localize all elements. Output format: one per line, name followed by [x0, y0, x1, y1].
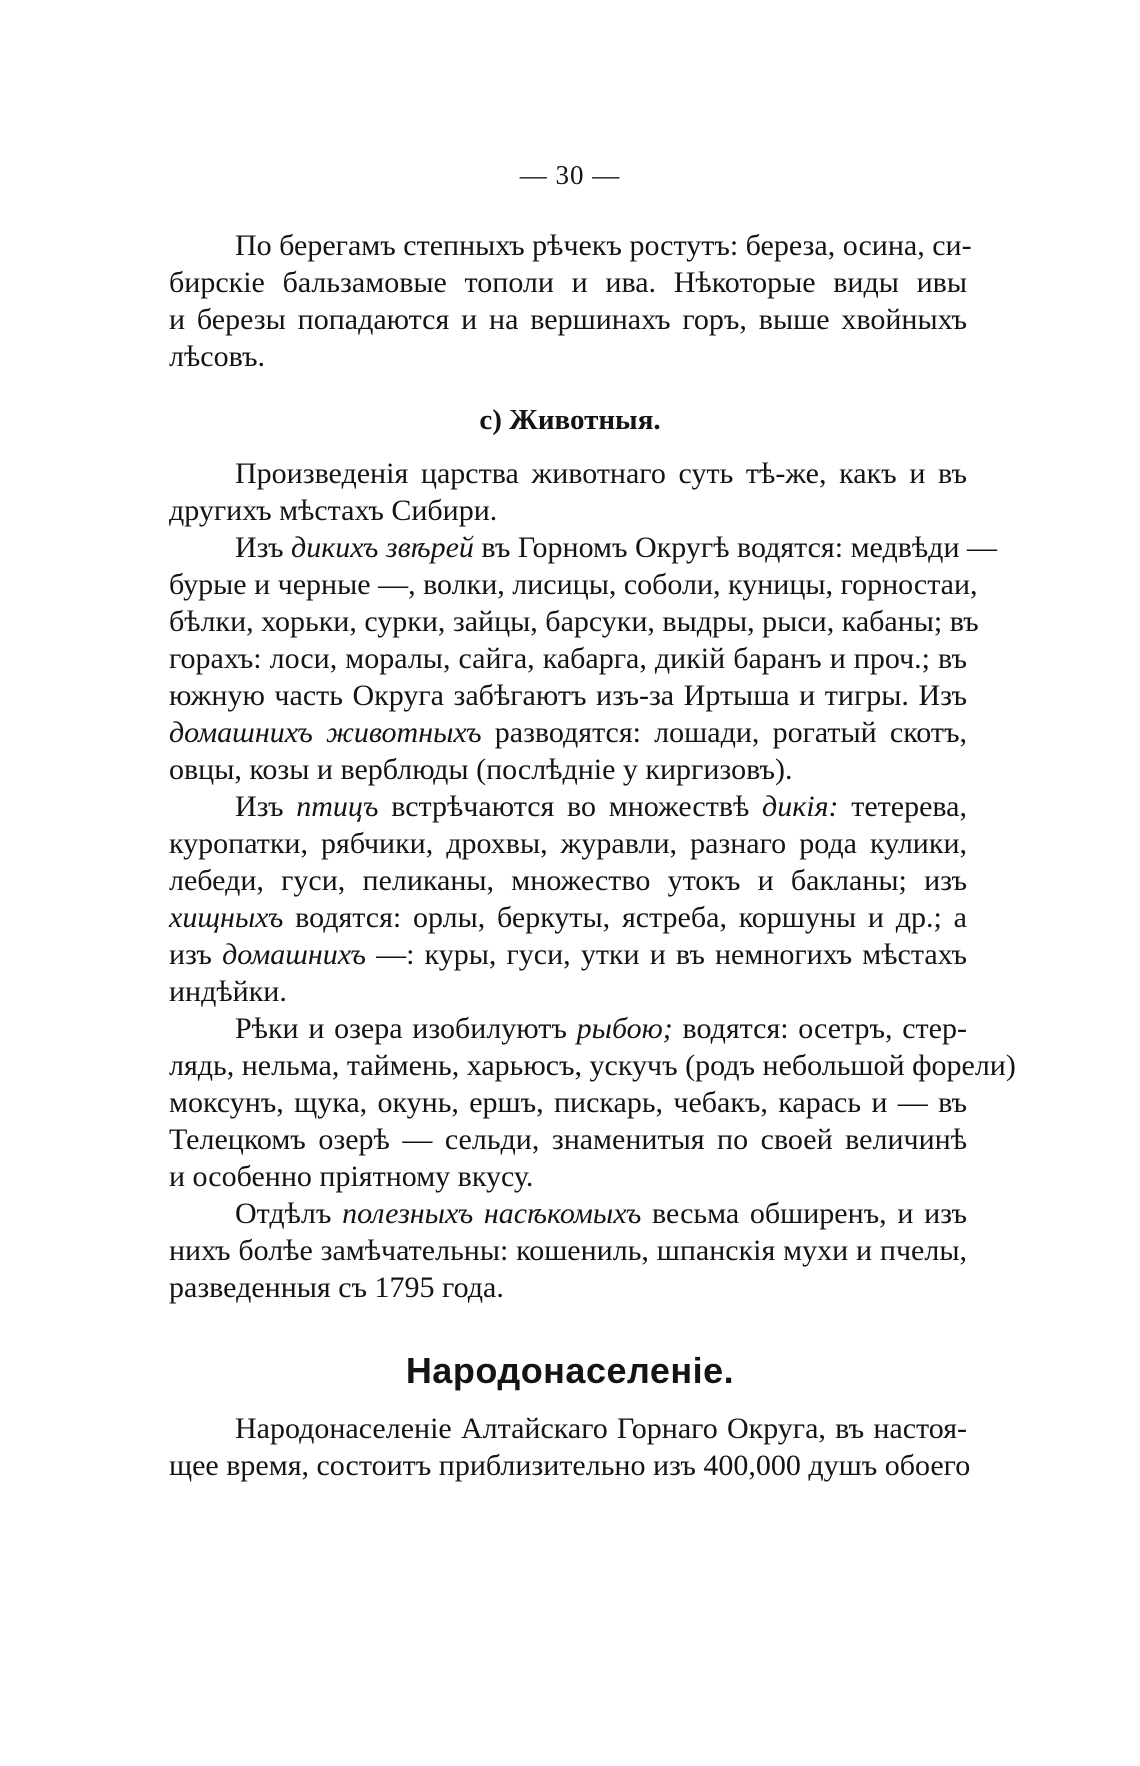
text-line: лядь, нельма, таймень, харьюсъ, ускучъ (родъ небольшой форели) [169, 1049, 1016, 1082]
text-line: хищныхъ водятся: орлы, беркуты, ястреба, коршуны и др.; а [169, 901, 967, 934]
text-line: Народонаселеніе Алтайскаго Горнаго Округа, въ настоя- [235, 1412, 967, 1445]
text-line: овцы, козы и верблюды (послѣдніе у киргизовъ). [169, 753, 793, 786]
italic-term: птицъ [296, 790, 379, 823]
text-line: другихъ мѣстахъ Сибири. [169, 494, 498, 527]
text-line: разведенныя съ 1795 года. [169, 1271, 504, 1304]
text-line: Телецкомъ озерѣ — сельди, знаменитыя по своей величинѣ [169, 1123, 967, 1156]
section-heading-population: Народонаселеніе. [405, 1350, 735, 1391]
text-line: индѣйки. [169, 975, 287, 1008]
text-line: куропатки, рябчики, дрохвы, журавли, разнаго рода кулики, [169, 827, 967, 860]
italic-term: полезныхъ насѣкомыхъ [342, 1197, 642, 1230]
page-number: — 30 — [519, 160, 621, 190]
text-line: домашнихъ животныхъ разводятся: лошади, рогатый скотъ, [169, 716, 968, 749]
text-line: и особенно пріятному вкусу. [169, 1160, 534, 1193]
text-line: горахъ: лоси, моралы, сайга, кабарга, дикій баранъ и проч.; въ [169, 642, 967, 675]
section-heading-animals: с) Животныя. [479, 404, 661, 436]
text-line: Рѣки и озера изобилуютъ рыбою; водятся: осетръ, стер- [235, 1012, 967, 1045]
text-line: По берегамъ степныхъ рѣчекъ ростутъ: береза, осина, си- [235, 229, 972, 262]
italic-term: рыбою; [576, 1012, 673, 1045]
text-line: Отдѣлъ полезныхъ насѣкомыхъ весьма обширенъ, и изъ [235, 1197, 967, 1230]
text-line: изъ домашнихъ —: куры, гуси, утки и въ немногихъ мѣстахъ [169, 938, 968, 971]
text-line: Изъ птицъ встрѣчаются во множествѣ дикія: тетерева, [235, 790, 967, 823]
text-line: моксунъ, щука, окунь, ершъ, пискарь, чебакъ, карась и — въ [169, 1086, 967, 1119]
italic-term: дикія: [762, 790, 839, 823]
text-line: щее время, состоитъ приблизительно изъ 400,000 душъ обоего [169, 1449, 971, 1482]
text-line: бѣлки, хорьки, сурки, зайцы, барсуки, выдры, рыси, кабаны; въ [169, 605, 979, 638]
text-line: Произведенія царства животнаго суть тѣ-же, какъ и въ [235, 457, 967, 490]
paragraph-trees [169, 227, 972, 375]
italic-term: хищныхъ [169, 901, 284, 934]
text-line: лѣсовъ. [169, 340, 266, 373]
text-line: лебеди, гуси, пеликаны, множество утокъ и бакланы; изъ [169, 864, 967, 897]
text-line: Изъ дикихъ звѣрей въ Горномъ Округѣ водятся: медвѣди — [235, 531, 998, 564]
section-population-body [169, 1410, 971, 1484]
text-line: нихъ болѣе замѣчательны: кошениль, шпанскія мухи и пчелы, [169, 1234, 967, 1267]
italic-term: домашнихъ животныхъ [169, 716, 482, 749]
italic-term: дикихъ звѣрей [291, 531, 474, 564]
italic-term: домашнихъ [222, 938, 366, 971]
section-animals-body [169, 455, 1016, 1306]
text-line: бурые и черные —, волки, лисицы, соболи, куницы, горностаи, [169, 568, 978, 601]
text-line: бирскіе бальзамовые тополи и ива. Нѣкоторые виды ивы [169, 266, 967, 299]
text-line: южную часть Округа забѣгаютъ изъ-за Иртыша и тигры. Изъ [169, 679, 967, 712]
text-line: и березы попадаются и на вершинахъ горъ, выше хвойныхъ [169, 303, 967, 336]
